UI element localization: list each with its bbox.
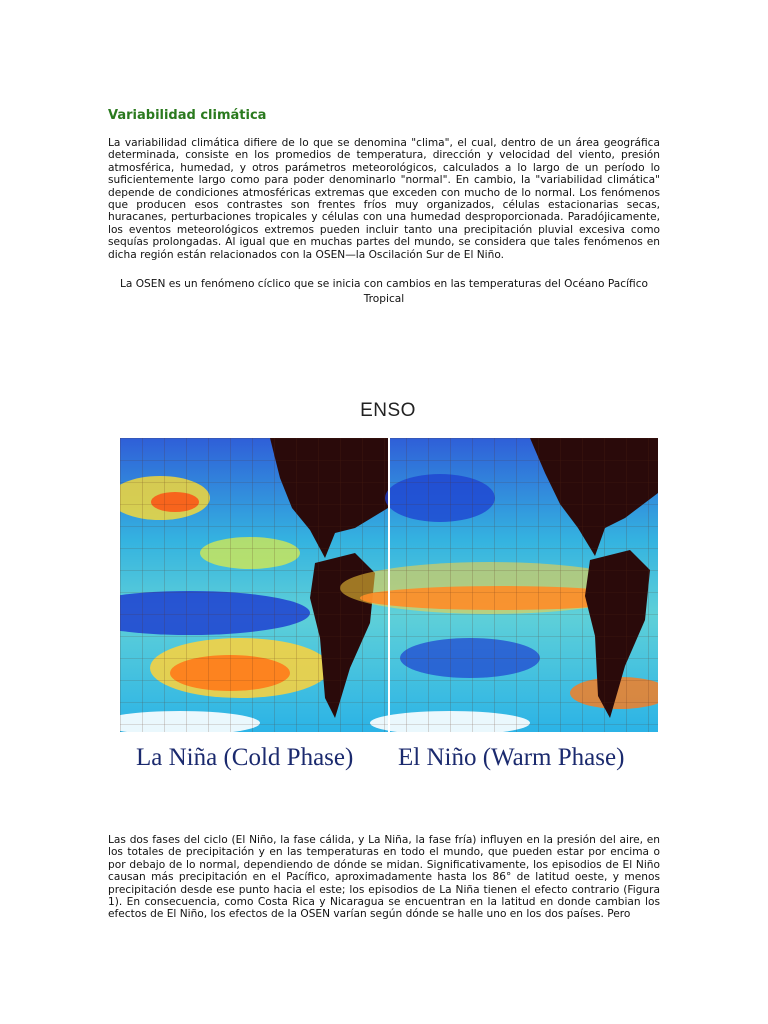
article — [108, 108, 660, 307]
la-nina-label: La Niña (Cold Phase) — [136, 744, 354, 771]
article-continued — [108, 834, 660, 921]
paragraph-phases: Las dos fases del ciclo (El Niño, la fase cálida, y La Niña, la fase fría) influyen en la presión del aire, en los totales de precipitación y en las temperaturas en todo el mundo, que pueden estar por encima o por debajo de lo normal, dependiendo de dónde se midan. Significativamente, los episodios de El Niño causan más precipitación en el Pacífico, aproximadamente hasta los 86° de latitud oeste, y menos precipitación desde ese punto hacia el este; los episodios de La Niña tienen el efecto contrario (Figura 1). En consecuencia, como Costa Rica y Nicaragua se encuentran en la latitud en donde cambian los efectos de El Niño, los efectos de la OSEN varían según dónde se halle uno en los dos países. Pero — [108, 834, 660, 921]
article-title: Variabilidad climática — [108, 108, 267, 123]
el-nino-label: El Niño (Warm Phase) — [398, 744, 625, 771]
paragraph-intro: La variabilidad climática difiere de lo que se denomina "clima", el cual, dentro de un área geográfica determinada, consiste en los promedios de temperatura, dirección y velocidad del viento, presión atmosférica, humedad, y otros parámetros meteorológicos, calculados a lo largo de un período lo suficientemente largo como para poder denominarlo "normal". En cambio, la "variabilidad climática" depende de condiciones atmosféricas extremas que exceden con mucho de lo normal. Los fenómenos que producen esos contrastes son frentes fríos muy organizados, células estacionarias secas, huracanes, perturbaciones tropicales y células con una humedad desproporcionada. Paradójicamente, los eventos meteorológicos extremos pueden incluir tanto una precipitación pluvial excesiva como sequías prolongadas. Al igual que en muchas partes del mundo, se considera que tales fenómenos en dicha región están relacionados con la OSEN—la Oscilación Sur de El Niño. — [108, 137, 660, 261]
enso-figure — [108, 400, 668, 790]
enso-maps-image — [120, 438, 658, 732]
caption: La OSEN es un fenómeno cíclico que se inicia con cambios en las temperaturas del Océano Pacífico Tropical — [119, 278, 649, 306]
figure-title: ENSO — [360, 400, 416, 421]
